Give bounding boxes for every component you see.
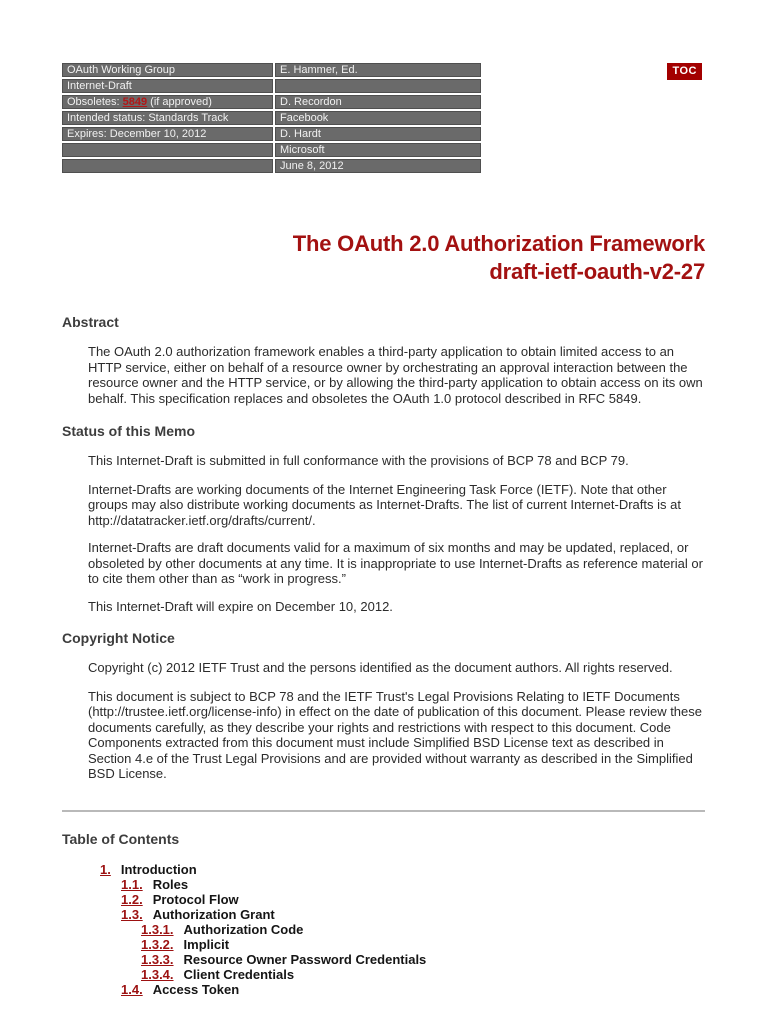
table-row [62,79,481,93]
toc-item-roles [62,877,705,892]
toc-item-introduction [62,862,705,877]
table-row [62,127,481,141]
toc-item-label: Resource Owner Password Credentials [183,951,427,967]
empty-cell [62,159,273,173]
toc-link-1-4[interactable]: 1.4. [121,981,143,997]
author-cell: E. Hammer, Ed. [275,63,481,77]
table-row [62,159,481,173]
toc-item-client-credentials [62,967,705,982]
table-row [62,143,481,157]
toc-item-label: Roles [152,876,189,892]
title-line-2: draft-ietf-oauth-v2-27 [489,259,705,284]
abstract-section [62,314,705,406]
toc-item-authorization-code [62,922,705,937]
paragraph: Internet-Drafts are working documents of the Internet Engineering Task Force (IETF). Note that other groups may also distribute working documents as Internet-Drafts. The list of current Internet-Drafts is at http://datatracker.ietf.org/drafts/current/. [88,481,681,528]
toc-item-resource-owner-password-credentials [62,952,705,967]
toc-item-implicit [62,937,705,952]
toc-item-authorization-grant [62,907,705,922]
toc-link-1-3-2[interactable]: 1.3.2. [141,936,174,952]
toc-list [62,862,705,997]
table-row [62,111,481,125]
page-content [62,61,705,997]
toc-link-1-3-4[interactable]: 1.3.4. [141,966,174,982]
paragraph: Copyright (c) 2012 IETF Trust and the persons identified as the document authors. All rights reserved. [88,660,673,675]
empty-cell [62,143,273,157]
doc-type-cell: Internet-Draft [62,79,273,93]
obsoletes-rfc-link[interactable]: 5849 [122,96,148,108]
toc-item-label: Client Credentials [183,966,295,982]
document-header-table [60,61,483,175]
intended-status-cell: Intended status: Standards Track [62,111,273,125]
expires-cell: Expires: December 10, 2012 [62,127,273,141]
working-group-cell: OAuth Working Group [62,63,273,77]
toc-link-1[interactable]: 1. [100,861,111,877]
toc-link-1-1[interactable]: 1.1. [121,876,143,892]
paragraph: The OAuth 2.0 authorization framework enables a third-party application to obtain limited access to an HTTP service, either on behalf of a resource owner by orchestrating an approval interaction between the resource owner and the HTTP service, or by allowing the third-party application to obtain access on its own behalf. This specification replaces and obsoletes the OAuth 1.0 protocol described in RFC 5849. [88,344,703,406]
date-cell: June 8, 2012 [275,159,481,173]
abstract-heading: Abstract [62,314,119,330]
section-divider [62,810,705,812]
copyright-heading: Copyright Notice [62,630,175,646]
toc-link-1-3-1[interactable]: 1.3.1. [141,921,174,937]
paragraph: This Internet-Draft will expire on December 10, 2012. [88,598,393,614]
title-line-1: The OAuth 2.0 Authorization Framework [292,231,705,256]
paragraph: This document is subject to BCP 78 and the IETF Trust's Legal Provisions Relating to IETF Documents (http://trustee.ietf.org/license-info) in effect on the date of publication of this document. Please review these documents carefully, as they describe your rights and restrictions with respect to this document. Code Components extracted from this document must include Simplified BSD License text as described in Section 4.e of the Trust Legal Provisions and are provided without warranty as described in the Simplified BSD License. [88,688,702,781]
affiliation-cell: Facebook [275,111,481,125]
toc-button[interactable]: TOC [667,63,702,80]
toc-item-protocol-flow [62,892,705,907]
affiliation-cell: Microsoft [275,143,481,157]
table-row [62,63,481,77]
toc-item-label: Access Token [152,981,240,997]
toc-link-1-2[interactable]: 1.2. [121,891,143,907]
toc-item-label: Authorization Grant [152,906,275,922]
toc-heading: Table of Contents [62,830,180,847]
paragraph: Internet-Drafts are draft documents valid for a maximum of six months and may be updated, replaced, or obsoleted by other documents at any time. It is inappropriate to use Internet-Drafts as reference material or to cite them other than as “work in progress.” [88,540,703,586]
toc-link-1-3-3[interactable]: 1.3.3. [141,951,174,967]
toc-item-label: Implicit [183,936,230,952]
toc-item-access-token [62,982,705,997]
document-title [62,230,705,286]
toc-section [62,831,705,997]
status-section [62,423,705,614]
toc-item-label: Authorization Code [183,921,304,937]
toc-item-label: Introduction [120,861,197,877]
author-cell: D. Recordon [275,95,481,109]
copyright-section [62,630,705,782]
table-row [62,95,481,109]
toc-item-label: Protocol Flow [152,891,239,907]
toc-link-1-3[interactable]: 1.3. [121,906,143,922]
obsoletes-suffix: (if approved) [147,96,212,108]
author-cell: D. Hardt [275,127,481,141]
empty-cell [275,79,481,93]
obsoletes-prefix: Obsoletes: [67,96,123,108]
status-heading: Status of this Memo [62,423,196,439]
obsoletes-cell [62,95,273,109]
paragraph: This Internet-Draft is submitted in full conformance with the provisions of BCP 78 and BCP 79. [88,453,629,468]
